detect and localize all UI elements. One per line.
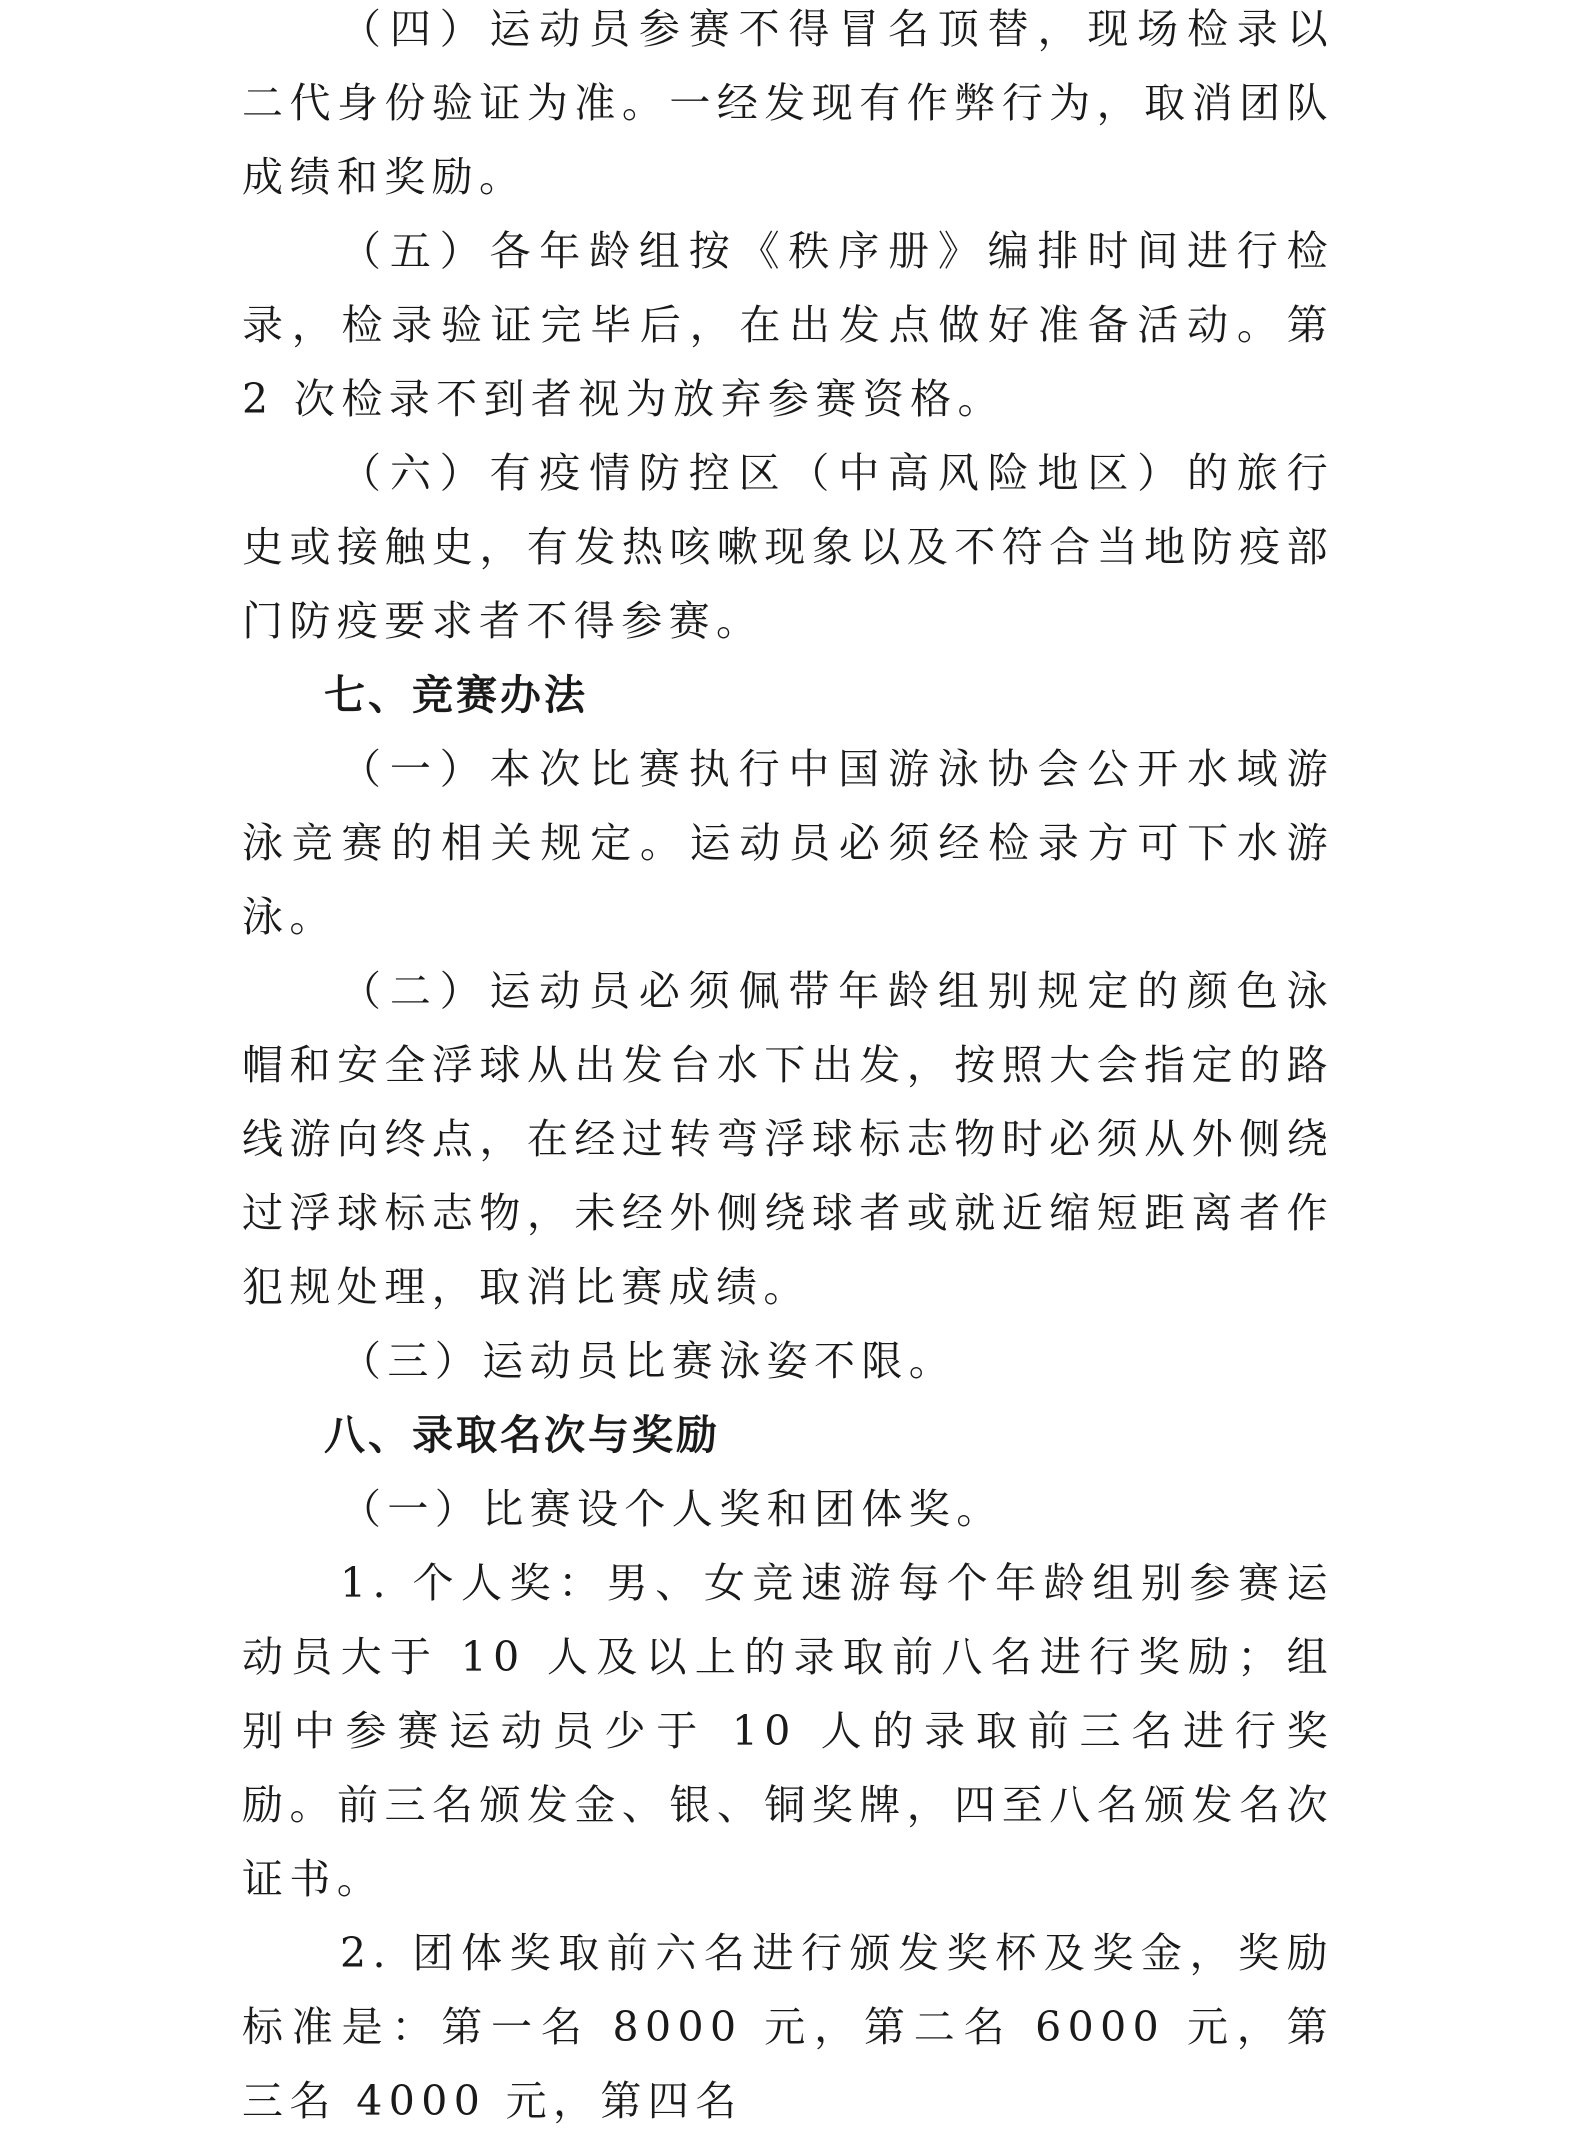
paragraph-item-4: （四）运动员参赛不得冒名顶替，现场检录以二代身份验证为准。一经发现有作弊行为，取消团队成绩和奖励。: [242, 5, 1334, 201]
awards-item-1: （一）比赛设个人奖和团体奖。: [340, 1485, 1004, 1533]
paragraph-item-6: （六）有疫情防控区（中高风险地区）的旅行史或接触史，有发热咳嗽现象以及不符合当地防疫部门防疫要求者不得参赛。: [242, 449, 1334, 645]
section-heading-competition-rules: 七、竞赛办法: [324, 671, 588, 719]
rules-item-2: （二）运动员必须佩带年龄组别规定的颜色泳帽和安全浮球从出发台水下出发，按照大会指定的路线游向终点，在经过转弯浮球标志物时必须从外侧绕过浮球标志物，未经外侧绕球者或就近缩短距离者作犯规处理，取消比赛成绩。: [242, 967, 1334, 1311]
rules-item-3: （三）运动员比赛泳姿不限。: [340, 1337, 957, 1385]
paragraph-item-5: （五）各年龄组按《秩序册》编排时间进行检录，检录验证完毕后，在出发点做好准备活动。第 2 次检录不到者视为放弃参赛资格。: [242, 227, 1334, 423]
rules-item-1: （一）本次比赛执行中国游泳协会公开水域游泳竞赛的相关规定。运动员必须经检录方可下水游泳。: [242, 745, 1334, 941]
awards-team: 2. 团体奖取前六名进行颁发奖杯及奖金，奖励标准是：第一名 8000 元，第二名 6000 元，第三名 4000 元，第四名: [242, 1929, 1334, 2125]
section-heading-ranking-awards: 八、录取名次与奖励: [324, 1411, 720, 1459]
awards-individual: 1. 个人奖：男、女竞速游每个年龄组别参赛运动员大于 10 人及以上的录取前八名进行奖励；组别中参赛运动员少于 10 人的录取前三名进行奖励。前三名颁发金、银、铜奖牌，四至八名颁发名次证书。: [242, 1559, 1334, 1903]
document-page: [242, 0, 1334, 2138]
